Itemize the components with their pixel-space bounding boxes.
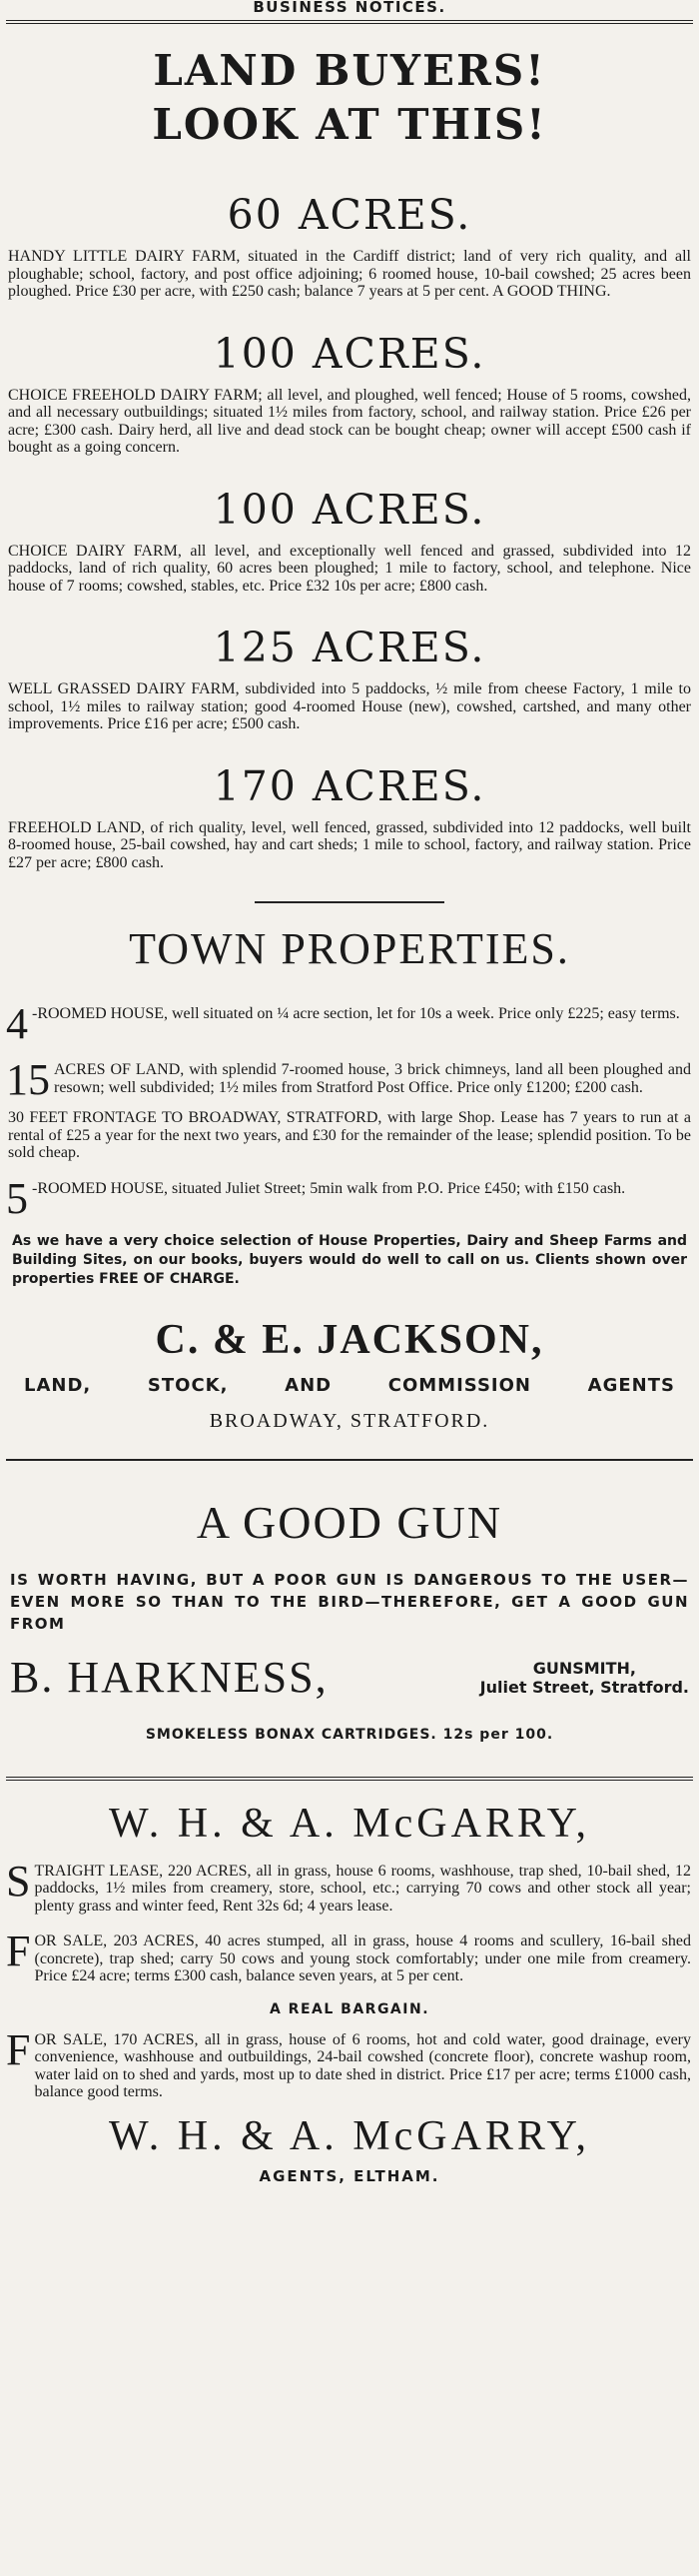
listing-text: HANDY LITTLE DAIRY FARM, situated in the Cardiff district; land of very rich quality, and all ploughable; school, factory, and post office adjoining; 6 roomed house, 10-bail cowshed; 25 acres been ploughed. Price £30 per acre, with £250 cash; balance 7 years at 5 per cent. A GOOD THING. bbox=[8, 248, 691, 300]
listing-1 bbox=[6, 329, 693, 457]
gun-title: A GOOD GUN bbox=[196, 1496, 503, 1548]
section-divider bbox=[255, 901, 444, 903]
town-item-text: ACRES OF LAND, with splendid 7-roomed house, 3 brick chimneys, land all been ploughed and resown; well subdivided; 1½ miles from Stratford Post Office. Price only £1200; £200 cash. bbox=[54, 1061, 691, 1096]
page-header: BUSINESS NOTICES. bbox=[253, 0, 446, 16]
jackson-ad bbox=[6, 1315, 693, 1433]
mcgarry-item-0 bbox=[6, 1856, 693, 1916]
good-gun-ad bbox=[6, 1495, 693, 1743]
listing-4 bbox=[6, 761, 693, 872]
town-item-text: -ROOMED HOUSE, situated Juliet Street; 5min walk from P.O. Price £450; with £150 cash. bbox=[32, 1179, 626, 1197]
section-divider bbox=[6, 1777, 693, 1781]
look-at-this-headline: LOOK AT THIS! bbox=[152, 100, 547, 149]
town-properties-section bbox=[6, 923, 693, 1289]
drop-cap: 15 bbox=[6, 1055, 50, 1104]
gun-text: IS WORTH HAVING, BUT A POOR GUN IS DANGEROUS TO THE USER—EVEN MORE SO THAN TO THE BIRD—THEREFORE, GET A GOOD GUN FROM bbox=[10, 1570, 689, 1633]
listing-heading: 125 ACRES. bbox=[213, 624, 486, 671]
jackson-trade-word: STOCK, bbox=[147, 1374, 229, 1396]
listing-3 bbox=[6, 623, 693, 733]
listing-0 bbox=[6, 190, 693, 301]
town-properties-title: TOWN PROPERTIES. bbox=[129, 924, 570, 973]
harkness-details bbox=[480, 1659, 689, 1703]
bargain-line: A REAL BARGAIN. bbox=[269, 2000, 430, 2017]
jackson-trade-word: LAND, bbox=[24, 1374, 92, 1396]
listing-heading: 100 ACRES. bbox=[213, 485, 486, 534]
section-divider bbox=[6, 1459, 693, 1461]
listing-text: CHOICE DAIRY FARM, all level, and exceptionally well fenced and grassed, subdivided into 12 paddocks, land of rich quality, 60 acres been ploughed; 1 mile to factory, school, and telephone. Nice house of 7 rooms; cowshed, stables, etc. Price £32 10s per acre; £800 cash. bbox=[8, 542, 691, 595]
listing-text: WELL GRASSED DAIRY FARM, subdivided into 5 paddocks, ½ mile from cheese Factory, 1 mile to school, 1½ miles to railway station; good 4-roomed House (new), cowshed, cartshed, and many other improvements. Price £16 per acre; £500 cash. bbox=[8, 680, 691, 732]
drop-cap: F bbox=[6, 2024, 31, 2074]
harkness-name: B. HARKNESS, bbox=[10, 1652, 329, 1702]
mcgarry-name-footer: W. H. & A. McGARRY, bbox=[108, 2112, 591, 2159]
mcgarry-item-2 bbox=[6, 2024, 693, 2101]
harkness-row bbox=[6, 1653, 693, 1703]
drop-cap: 5 bbox=[6, 1173, 28, 1223]
town-item-text: -ROOMED HOUSE, well situated on ¼ acre section, let for 10s a week. Price only £225; easy terms. bbox=[32, 1005, 680, 1022]
land-buyers-headline: LAND BUYERS! bbox=[153, 46, 546, 95]
listing-heading: 60 ACRES. bbox=[227, 191, 472, 239]
jackson-trade-line bbox=[6, 1375, 693, 1396]
jackson-trade-word: AGENTS bbox=[587, 1374, 675, 1396]
jackson-address: BROADWAY, STRATFORD. bbox=[209, 1409, 490, 1432]
cartridges-line: SMOKELESS BONAX CARTRIDGES. 12s per 100. bbox=[145, 1726, 554, 1743]
header-rule bbox=[6, 20, 693, 24]
mcgarry-agents: AGENTS, ELTHAM. bbox=[259, 2166, 440, 2185]
jackson-name: C. & E. JACKSON, bbox=[155, 1316, 544, 1363]
listing-text: FREEHOLD LAND, of rich quality, level, well fenced, grassed, subdivided into 12 paddocks, well built 8-roomed house, 25-bail cowshed, hay and cart sheds; 1 mile to school, factory, and railway station. Price £27 per acre; £800 cash. bbox=[8, 818, 691, 871]
mcgarry-item-text: OR SALE, 170 ACRES, all in grass, house of 6 rooms, hot and cold water, good drainage, every convenience, washhouse and outbuildings, 24-bail cowshed (concrete floor), concrete washup room, water laid on to shed and yards, most up to date shed in district. Price £17 per acre; terms £1000 cash, balance good terms. bbox=[34, 2030, 691, 2100]
listing-2 bbox=[6, 485, 693, 596]
listing-heading: 170 ACRES. bbox=[213, 761, 486, 810]
listing-text: CHOICE FREEHOLD DAIRY FARM; all level, and ploughed, well fenced; House of 5 rooms, cowshed, and all necessary outbuildings; situated 1½ miles from factory, school, and railway station. Price £26 per acre; £300 cash. Dairy herd, all live and dead stock can be bought cheap; owner will accept £500 cash if bought as a going concern. bbox=[8, 386, 691, 456]
town-item-2: 30 FEET FRONTAGE TO BROADWAY, STRATFORD, with large Shop. Lease has 7 years to run at a rental of £25 a year for the next two years, and £30 for the remainder of the lease; splendid position. To be sold cheap. bbox=[8, 1109, 691, 1161]
drop-cap: 4 bbox=[6, 999, 28, 1048]
mcgarry-item-text: TRAIGHT LEASE, 220 ACRES, all in grass, house 6 rooms, washhouse, trap shed, 10-bail shed, 12 paddocks, 1½ miles from creamery, store, school, etc.; carrying 70 cows and other stock all year; plenty grass and winter feed, Rent 32s 6d; 4 years lease. bbox=[34, 1862, 691, 1915]
land-buyers-ad bbox=[6, 44, 693, 871]
harkness-address: Juliet Street, Stratford. bbox=[479, 1677, 689, 1697]
mcgarry-item-1 bbox=[6, 1927, 693, 1985]
mcgarry-item-text: OR SALE, 203 ACRES, 40 acres stumped, all in grass, house 4 rooms and scullery, 16-bail shed (concrete), trap shed; carry 50 cows and young stock comfortably; under one mile from creamery. Price £24 acre; terms £300 cash, balance seven years, at 5 per cent. bbox=[34, 1932, 691, 1984]
mcgarry-name: W. H. & A. McGARRY, bbox=[108, 1800, 591, 1847]
mcgarry-ad bbox=[6, 1799, 693, 2185]
jackson-trade-word: COMMISSION bbox=[387, 1374, 531, 1396]
drop-cap: S bbox=[6, 1856, 31, 1906]
drop-cap: F bbox=[6, 1927, 31, 1975]
town-item-1 bbox=[6, 1055, 693, 1104]
harkness-trade: GUNSMITH, bbox=[532, 1658, 636, 1678]
jackson-trade-word: AND bbox=[285, 1374, 333, 1396]
town-item-0 bbox=[6, 999, 693, 1048]
listing-heading: 100 ACRES. bbox=[213, 329, 486, 378]
town-item-3 bbox=[6, 1173, 693, 1223]
town-note: As we have a very choice selection of House Properties, Dairy and Sheep Farms and Building Sites, on our books, buyers would do well to call on us. Clients shown over properties FREE OF CHARGE. bbox=[12, 1232, 687, 1287]
